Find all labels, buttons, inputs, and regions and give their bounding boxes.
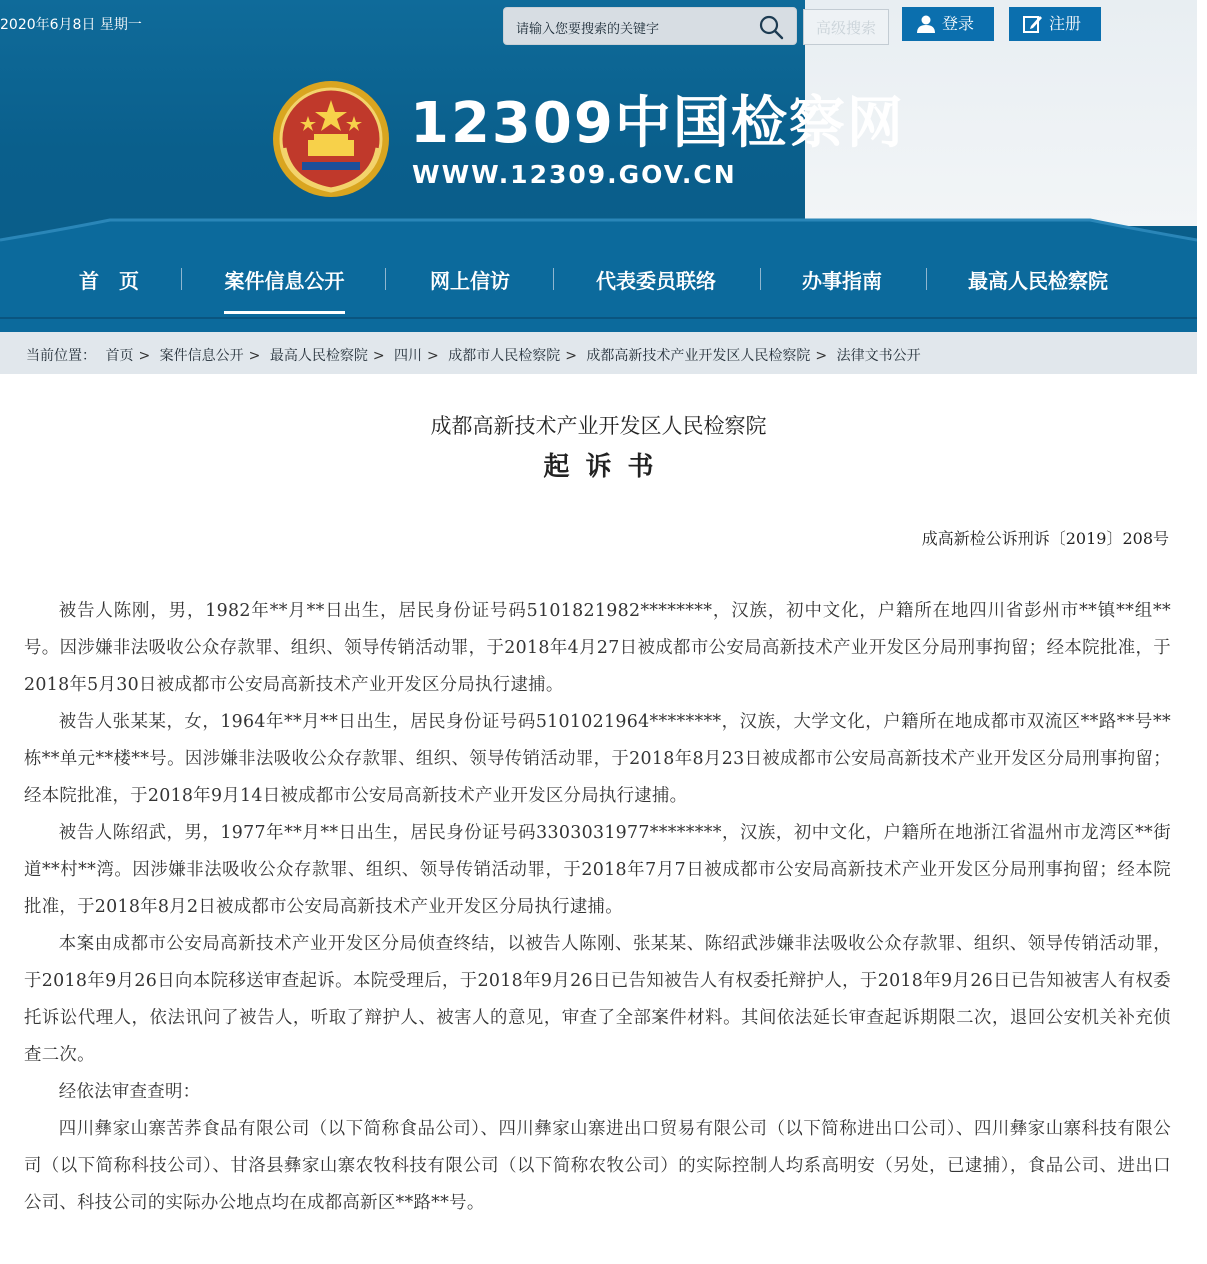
main-nav (0, 256, 1197, 316)
nav-separator (926, 268, 927, 290)
search-box[interactable] (503, 7, 797, 45)
document-org: 成都高新技术产业开发区人民检察院 (430, 414, 767, 438)
breadcrumb-separator: > (815, 348, 828, 364)
breadcrumb-item[interactable]: 成都市人民检察院 (448, 348, 561, 364)
current-date: 2020年6月8日 星期一 (0, 17, 142, 33)
login-label: 登录 (942, 14, 975, 33)
search-icon[interactable] (758, 14, 784, 40)
breadcrumb-item[interactable]: 首页 (105, 348, 134, 364)
nav-item-guide[interactable]: 办事指南 (802, 269, 882, 293)
site-title: 12309中国检察网 (410, 91, 905, 156)
document-title: 起诉书 (543, 452, 670, 482)
breadcrumb-separator: > (427, 348, 439, 364)
nav-separator (760, 268, 761, 290)
site-url: WWW.12309.GOV.CN (412, 160, 737, 189)
breadcrumb-item[interactable]: 四川 (394, 348, 423, 364)
site-header (0, 0, 1197, 374)
paragraph: 被告人张某某，女，1964年**月**日出生，居民身份证号码5101021964********，汉族，大学文化，户籍所在地成都市双流区**路**号**栋**单元**楼**号。因涉嫌非法吸收公众存款罪、组织、领导传销活动罪，于2018年8月23日被成都市公安局高新技术产业开发区分局刑事拘留；经本院批准，于2018年9月14日被成都市公安局高新技术产业开发区分局执行逮捕。 (24, 712, 1171, 806)
paragraph: 本案由成都市公安局高新技术产业开发区分局侦查终结，以被告人陈刚、张某某、陈绍武涉嫌非法吸收公众存款罪、组织、领导传销活动罪，于2018年9月26日向本院移送审查起诉。本院受理后，于2018年9月26日已告知被告人有权委托辩护人，于2018年9月26日已告知被害人有权委托诉讼代理人，依法讯问了被告人，听取了辩护人、被害人的意见，审查了全部案件材料。其间依法延长审查起诉期限二次，退回公安机关补充侦查二次。 (24, 934, 1171, 1065)
paragraph: 四川彝家山寨苦荞食品有限公司（以下简称食品公司）、四川彝家山寨进出口贸易有限公司（以下简称进出口公司）、四川彝家山寨科技有限公司（以下简称科技公司）、甘洛县彝家山寨农牧科技有限公司（以下简称农牧公司）的实际控制人均系高明安（另处，已逮捕），食品公司、进出口公司、科技公司的实际办公地点均在成都高新区**路**号。 (24, 1119, 1171, 1213)
breadcrumb-item[interactable]: 案件信息公开 (159, 348, 244, 364)
register-button[interactable] (1009, 7, 1101, 41)
paragraph: 经依法审查查明： (58, 1082, 201, 1102)
nav-item-home[interactable]: 首 页 (79, 269, 139, 293)
breadcrumb (0, 332, 1197, 374)
search-input[interactable]: 请输入您要搜索的关键字 (516, 22, 660, 37)
document (0, 374, 1197, 1264)
breadcrumb-separator: > (138, 348, 151, 364)
nav-separator (181, 268, 182, 290)
edit-icon (1023, 14, 1043, 34)
login-button[interactable] (902, 7, 994, 41)
register-label: 注册 (1049, 14, 1082, 33)
breadcrumb-separator: > (248, 348, 261, 364)
advanced-search-button[interactable]: 高级搜索 (803, 9, 889, 45)
user-icon (916, 14, 936, 34)
document-number: 成高新检公诉刑诉〔2019〕208号 (921, 529, 1169, 548)
procuratorate-emblem-icon (270, 78, 392, 200)
paragraph: 被告人陈绍武，男，1977年**月**日出生，居民身份证号码3303031977********，汉族，初中文化，户籍所在地浙江省温州市龙湾区**街道**村**湾。因涉嫌非法吸收公众存款罪、组织、领导传销活动罪，于2018年7月7日被成都市公安局高新技术产业开发区分局刑事拘留；经本院批准，于2018年8月2日被成都市公安局高新技术产业开发区分局执行逮捕。 (24, 823, 1171, 917)
breadcrumb-item[interactable]: 最高人民检察院 (269, 348, 368, 364)
nav-item-spp[interactable]: 最高人民检察院 (968, 269, 1108, 293)
document-body (24, 593, 1171, 1222)
nav-separator (553, 268, 554, 290)
nav-separator (385, 268, 386, 290)
nav-item-online-petition[interactable]: 网上信访 (430, 269, 510, 293)
nav-item-deputy-liaison[interactable]: 代表委员联络 (596, 269, 716, 293)
breadcrumb-item[interactable]: 法律文书公开 (836, 348, 921, 364)
breadcrumb-separator: > (372, 348, 385, 364)
paragraph: 被告人陈刚，男，1982年**月**日出生，居民身份证号码5101821982********，汉族，初中文化，户籍所在地四川省彭州市**镇**组**号。因涉嫌非法吸收公众存款罪、组织、领导传销活动罪，于2018年4月27日被成都市公安局高新技术产业开发区分局刑事拘留；经本院批准，于2018年5月30日被成都市公安局高新技术产业开发区分局执行逮捕。 (24, 601, 1171, 695)
breadcrumb-label: 当前位置： (26, 348, 96, 364)
breadcrumb-separator: > (565, 348, 577, 364)
breadcrumb-item[interactable]: 成都高新技术产业开发区人民检察院 (586, 348, 811, 364)
nav-item-case-info[interactable]: 案件信息公开 (224, 256, 345, 316)
